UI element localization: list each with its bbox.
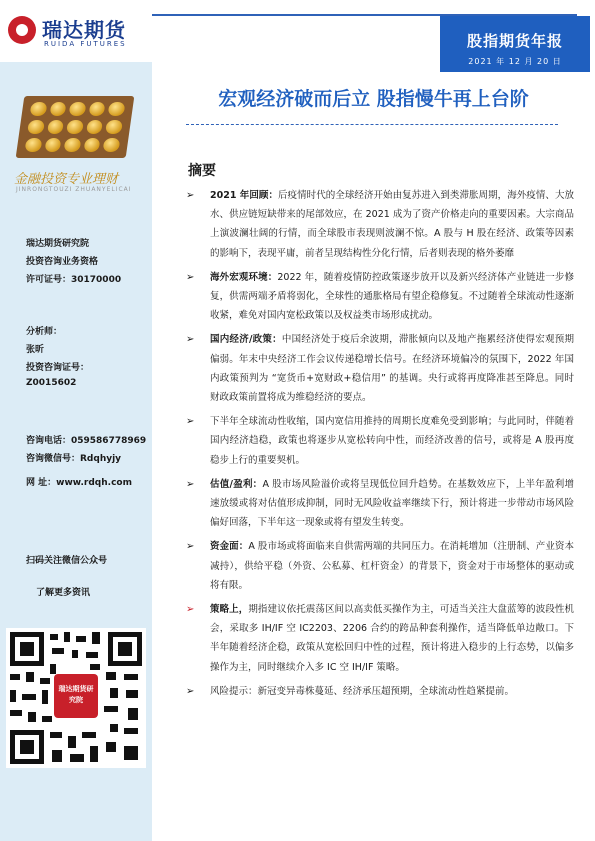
- abstract-list: [182, 186, 574, 706]
- bullet-text: 2022 年，随着疫情防控政策逐步放开以及新兴经济体产业链进一步修复，供需两端矛盾将弱化，全球性的通胀格局有望企稳修复。不过随着全球流动性逐渐收紧，难免对国内宽松政策以及权益类市场形成扰动。: [210, 271, 574, 322]
- bullet-text: A 股市场或将面临来自供需两端的共同压力。在消耗增加（注册制、产业资本减持），供给平稳（外资、公私募、杠杆资金）的背景下，资金对于市场整体的驱动或将有限。: [210, 541, 574, 591]
- license-number: 许可证号：30170000: [26, 275, 122, 285]
- logo-name-cn: 瑞达期货: [42, 18, 126, 42]
- scan-prompt: 扫码关注微信公众号: [26, 556, 108, 566]
- bullet-text: 下半年全球流动性收缩，国内宽信用推持的周期长度难免受到影响；与此同时，伴随着国内经济趋稳，政策也将逐步从宽松转向中性，而经济改善的信号，或将是 A 股再度稳步上行的重要契机。: [210, 416, 574, 466]
- website[interactable]: 网 址：www.rdqh.com: [26, 478, 132, 488]
- abstract-heading: 摘要: [188, 163, 216, 179]
- list-item: [182, 537, 574, 595]
- logo-mark-icon: [8, 16, 36, 44]
- advisor-label: 投资咨询证号：: [26, 363, 90, 373]
- arrow-bullet-icon: ➢: [186, 271, 195, 283]
- list-item: [182, 600, 574, 677]
- list-item: [182, 682, 574, 701]
- bullet-text: 期指建议依托震荡区间以高卖低买操作为主，可适当关注大盘蓝筹的波段性机会，采取多 IH/IF 空 IC2203、2206 合约的跨品种套利操作，适当降低单边敞口。下半年随着经济企稳，政策从宽松回归中性的过程，预计将进入稳步的上行态势，以偏多操作为主，同时继续介入多 IC 空 IH/IF 策略。: [210, 604, 574, 673]
- analyst-name: 张昕: [26, 345, 45, 355]
- contact-phone: 咨询电话：059586778969: [26, 436, 147, 446]
- report-date: 2021 年 12 月 20 日: [468, 57, 562, 66]
- report-title: 宏观经济破而后立 股指慢牛再上台阶: [218, 88, 529, 110]
- bullet-text: 中国经济处于疫后余波期，滞胀倾向以及地产拖累经济使得宏观预期偏弱。年末中央经济工作会议传递稳增长信号。在经济环境偏冷的氛围下，2022 年国内政策预判为 “宽货币+宽财政+稳信用” 的基调。央行或将再度降准甚至降息。同时财政政策前置将成为维稳经济的要点。: [210, 334, 574, 404]
- qualification: 投资咨询业务资格: [26, 257, 99, 267]
- arrow-bullet-icon: ➢: [186, 334, 195, 346]
- slogan: 金融投资专业理财: [14, 172, 119, 187]
- company-logo: [0, 0, 152, 62]
- list-item: [182, 412, 574, 470]
- bullet-text: A 股市场风险溢价或将呈现低位回升趋势。在基数效应下，上半年盈利增速放缓或将对估值形成抑制，同时无风险收益率继续下行，预计将进一步带动市场风险偏好回落，下半年这一现象或将有望发生转变。: [210, 478, 574, 529]
- advisor-id: Z0015602: [26, 378, 77, 388]
- bullet-lead: 策略上，: [210, 604, 249, 616]
- bullet-lead: 估值/盈利：: [210, 478, 263, 490]
- bullet-text: 后疫情时代的全球经济开始由复苏进入到类滞胀周期，海外疫情、大放水、供应链短缺带来的尾部效应，在 2021 成为了资产价格走向的重要因素。大宗商品上演波澜壮阔的行情，而全球股市表现则波澜不惊。A 股与 H 股在经济、政策等因素的影响下，表现平庸，前者呈现结构性分化行情，后者则表现的格外萎靡: [210, 190, 574, 259]
- report-type: 股指期货年报: [466, 32, 563, 50]
- arrow-bullet-icon: ➢: [186, 416, 195, 428]
- bullet-lead: 国内经济/政策：: [210, 334, 282, 346]
- arrow-bullet-icon: ➢: [186, 685, 195, 697]
- gold-ingots-image: [24, 102, 125, 152]
- contact-wechat: 咨询微信号：Rdqhyjy: [26, 454, 122, 464]
- arrow-bullet-icon: ➢: [186, 541, 195, 553]
- list-item: [182, 330, 574, 407]
- logo-name-en: RUIDA FUTURES: [44, 40, 127, 48]
- arrow-bullet-icon: ➢: [186, 190, 195, 201]
- bullet-lead: 海外宏观环境：: [210, 271, 278, 283]
- arrow-bullet-icon: ➢: [186, 478, 195, 490]
- title-divider: [186, 124, 558, 125]
- list-item: [182, 268, 574, 326]
- more-info: 了解更多资讯: [36, 588, 91, 598]
- institute-name: 瑞达期货研究院: [26, 239, 90, 249]
- list-item: [182, 475, 574, 533]
- analyst-label: 分析师：: [26, 327, 63, 337]
- bullet-lead: 资金面：: [210, 541, 249, 553]
- qr-badge-label: 瑞达期货研究院: [58, 685, 94, 704]
- slogan-pinyin: JINRONGTOUZI ZHUANYELICAI: [16, 186, 132, 193]
- arrow-bullet-icon: ➢: [186, 604, 195, 616]
- bullet-lead: 2021 年回顾：: [210, 190, 278, 201]
- wechat-qr-code[interactable]: [6, 628, 146, 768]
- bullet-text: 风险提示：新冠变异毒株蔓延、经济承压超预期，全球流动性趋紧提前。: [210, 685, 515, 697]
- list-item: [182, 186, 574, 263]
